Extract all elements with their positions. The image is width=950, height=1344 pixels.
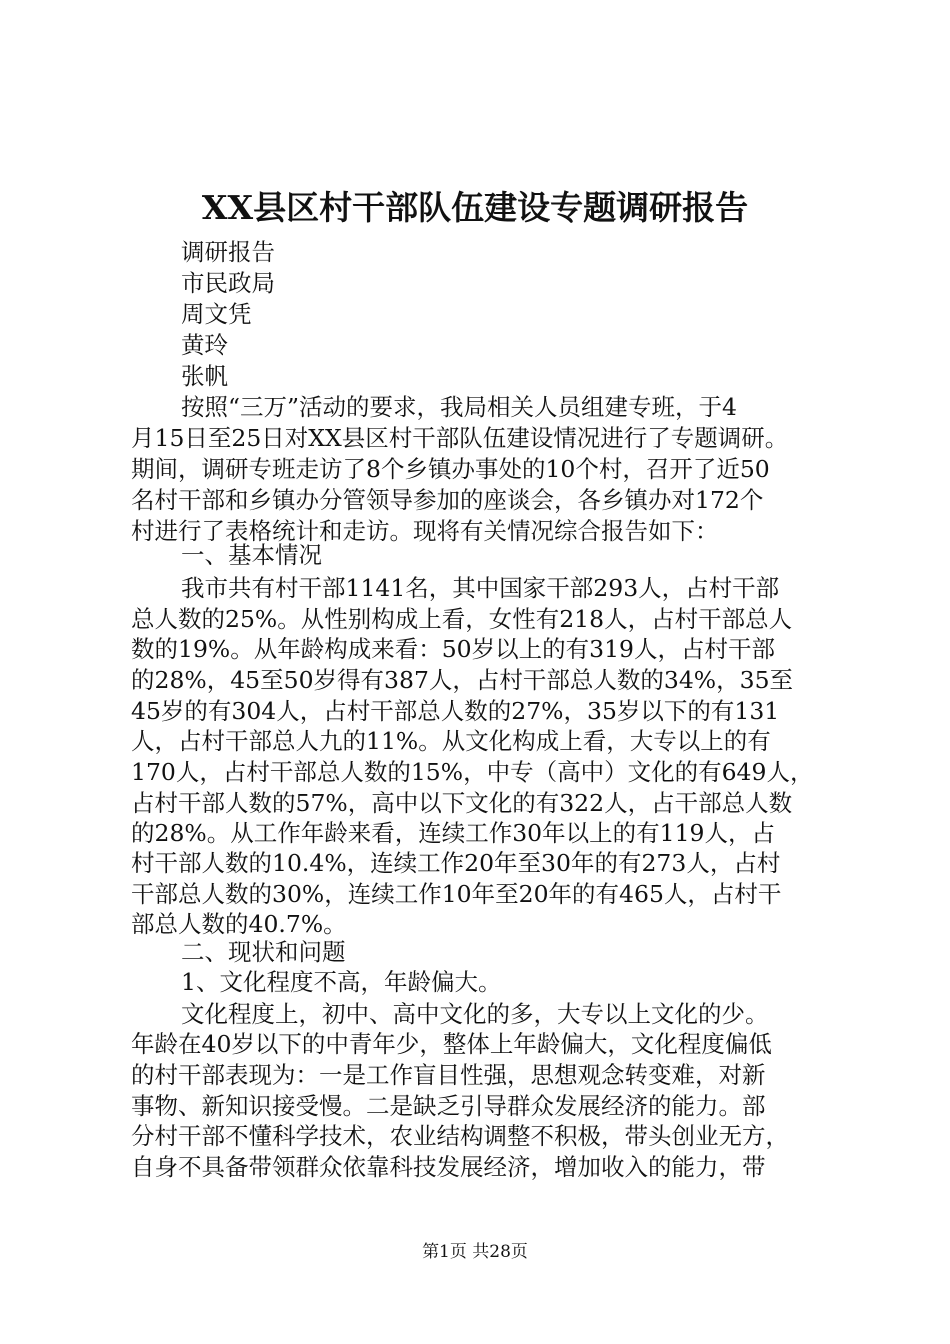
body-line: 文化程度上，初中、高中文化的多，大专以上文化的少。 [181,1000,769,1028]
body-line: 村进行了表格统计和走访。现将有关情况综合报告如下： [131,517,719,545]
body-line: 部总人数的40.7%。 [131,910,347,938]
body-line: 按照“三万”活动的要求，我局相关人员组建专班，于4 [181,393,737,421]
body-line: 的村干部表现为：一是工作盲目性强，思想观念转变难，对新 [131,1061,766,1089]
body-line: 年龄在40岁以下的中青年少，整体上年龄偏大，文化程度偏低 [131,1030,772,1058]
body-line: 自身不具备带领群众依靠科技发展经济，增加收入的能力，带 [131,1153,766,1181]
body-line: 月15日至25日对XX县区村干部队伍建设情况进行了专题调研。 [131,424,789,452]
body-line: 我市共有村干部1141名，其中国家干部293人，占村干部 [181,574,780,602]
subsection-heading: 1、文化程度不高，年龄偏大。 [181,968,502,996]
page-number: 第1页 共28页 [422,1242,528,1262]
body-line: 的28%。从工作年龄来看，连续工作30年以上的有119人，占 [131,819,775,847]
body-line: 村干部人数的10.4%，连续工作20年至30年的有273人，占村 [131,849,781,877]
body-line: 总人数的25%。从性别构成上看，女性有218人，占村干部总人 [131,605,793,633]
section-heading: 一、基本情况 [181,541,322,569]
body-line: 事物、新知识接受慢。二是缺乏引导群众发展经济的能力。部 [131,1092,766,1120]
body-line: 的28%，45至50岁得有387人，占村干部总人数的34%，35至 [131,666,794,694]
body-line: 人，占村干部总人九的11%。从文化构成上看，大专以上的有 [131,727,771,755]
body-line: 170人，占村干部总人数的15%，中专（高中）文化的有649人， [131,758,814,786]
body-line: 干部总人数的30%，连续工作10年至20年的有465人，占村干 [131,880,782,908]
body-line: 名村干部和乡镇办分管领导参加的座谈会，各乡镇办对172个 [131,486,764,514]
meta-line: 调研报告 [181,238,275,266]
section-heading: 二、现状和问题 [181,938,346,966]
body-line: 分村干部不懂科学技术，农业结构调整不积极，带头创业无方， [131,1122,789,1150]
body-line: 数的19%。从年龄构成来看：50岁以上的有319人，占村干部 [131,635,775,663]
body-line: 占村干部人数的57%，高中以下文化的有322人，占干部总人数 [131,789,793,817]
meta-line: 张帆 [181,362,228,390]
body-line: 45岁的有304人，占村干部总人数的27%，35岁以下的有131 [131,697,780,725]
meta-line: 黄玲 [181,331,228,359]
document-title: XX县区村干部队伍建设专题调研报告 [201,188,749,227]
meta-line: 市民政局 [181,269,275,297]
meta-line: 周文凭 [181,300,252,328]
body-line: 期间，调研专班走访了8个乡镇办事处的10个村，召开了近50 [131,455,770,483]
